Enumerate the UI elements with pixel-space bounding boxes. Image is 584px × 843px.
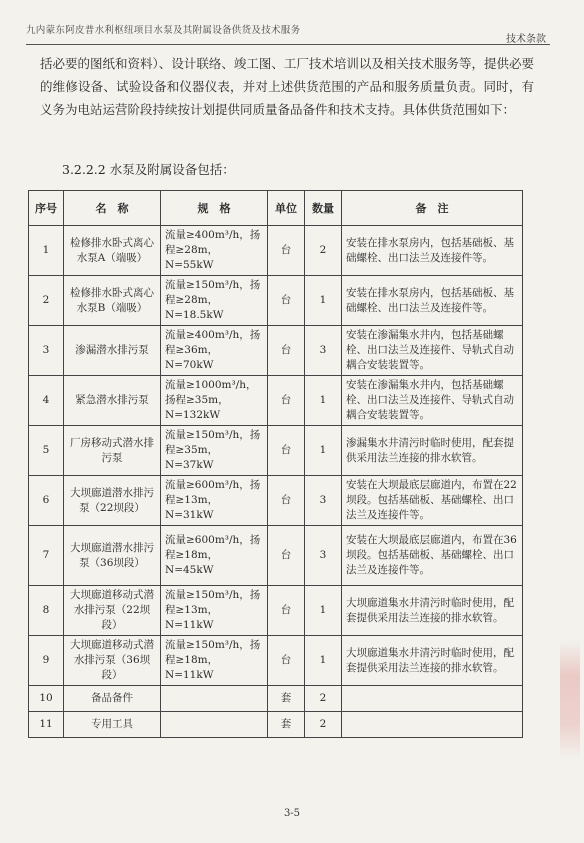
intro-text bbox=[40, 52, 534, 121]
row-unit: 台 bbox=[268, 226, 305, 276]
row-number: 4 bbox=[29, 376, 64, 426]
table-header-row bbox=[29, 191, 523, 226]
row-unit: 台 bbox=[268, 476, 305, 526]
row-number: 7 bbox=[29, 526, 64, 586]
page-number: 3-5 bbox=[283, 808, 301, 819]
row-number: 10 bbox=[29, 686, 64, 712]
header-name: 名 称 bbox=[64, 191, 161, 226]
table-row bbox=[29, 636, 523, 686]
row-spec: 流量≥400m³/h，扬程≥28m，N=55kW bbox=[161, 226, 268, 276]
equipment-table bbox=[28, 190, 523, 738]
row-note: 安装在渗漏集水井内，包括基础螺栓、出口法兰及连接件、导轨式自动耦合安装装置等。 bbox=[342, 376, 523, 426]
row-name: 紧急潜水排污泵 bbox=[64, 376, 161, 426]
row-note bbox=[342, 712, 523, 738]
row-unit: 台 bbox=[268, 276, 305, 326]
row-qty: 1 bbox=[305, 376, 342, 426]
row-name: 大坝廊道潜水排污泵（36坝段） bbox=[64, 526, 161, 586]
row-qty: 3 bbox=[305, 326, 342, 376]
table-row bbox=[29, 326, 523, 376]
row-name: 大坝廊道潜水排污泵（22坝段） bbox=[64, 476, 161, 526]
table-body bbox=[29, 226, 523, 738]
row-spec: 流量≥150m³/h，扬程≥28m，N=18.5kW bbox=[161, 276, 268, 326]
row-unit: 台 bbox=[268, 526, 305, 586]
row-name: 大坝廊道移动式潜水排污泵（22坝段） bbox=[64, 586, 161, 636]
row-name: 检修排水卧式离心水泵B（端吸） bbox=[64, 276, 161, 326]
table-row bbox=[29, 276, 523, 326]
table-row bbox=[29, 586, 523, 636]
table-row bbox=[29, 476, 523, 526]
row-number: 3 bbox=[29, 326, 64, 376]
row-note: 渗漏集水井清污时临时使用，配套提供采用法兰连接的排水软管。 bbox=[342, 426, 523, 476]
table-row bbox=[29, 686, 523, 712]
row-spec: 流量≥150m³/h，扬程≥18m，N=11kW bbox=[161, 636, 268, 686]
header-unit: 单位 bbox=[268, 191, 305, 226]
row-number: 11 bbox=[29, 712, 64, 738]
row-qty: 2 bbox=[305, 686, 342, 712]
row-qty: 3 bbox=[305, 526, 342, 586]
row-name: 厂房移动式潜水排污泵 bbox=[64, 426, 161, 476]
table-row bbox=[29, 376, 523, 426]
header-spec: 规 格 bbox=[161, 191, 268, 226]
row-qty: 2 bbox=[305, 712, 342, 738]
row-name: 专用工具 bbox=[64, 712, 161, 738]
table-row bbox=[29, 712, 523, 738]
row-name: 大坝廊道移动式潜水排污泵（36坝段） bbox=[64, 636, 161, 686]
row-spec: 流量≥150m³/h，扬程≥13m，N=11kW bbox=[161, 586, 268, 636]
header-divider bbox=[26, 44, 550, 45]
header-qty: 数量 bbox=[305, 191, 342, 226]
row-qty: 1 bbox=[305, 276, 342, 326]
header-note: 备 注 bbox=[342, 191, 523, 226]
row-number: 8 bbox=[29, 586, 64, 636]
row-number: 5 bbox=[29, 426, 64, 476]
row-note: 大坝廊道集水井清污时临时使用，配套提供采用法兰连接的排水软管。 bbox=[342, 586, 523, 636]
row-note: 安装在排水泵房内，包括基础板、基础螺栓、出口法兰及连接件等。 bbox=[342, 276, 523, 326]
intro-paragraph: 括必要的图纸和资料）、设计联络、竣工图、工厂技术培训以及相关技术服务等，提供必要的维修设备、试验设备和仪器仪表，并对上述供货范围的产品和服务质量负责。同时，有义务为电站运营阶段持续按计划提供同质量备品备件和技术支持。具体供货范围如下： bbox=[40, 56, 534, 117]
row-number: 1 bbox=[29, 226, 64, 276]
row-note: 安装在排水泵房内，包括基础板、基础螺栓、出口法兰及连接件等。 bbox=[342, 226, 523, 276]
running-header-section: 技术条款 bbox=[506, 34, 546, 45]
row-number: 9 bbox=[29, 636, 64, 686]
row-note bbox=[342, 686, 523, 712]
row-unit: 台 bbox=[268, 426, 305, 476]
row-qty: 2 bbox=[305, 226, 342, 276]
row-number: 2 bbox=[29, 276, 64, 326]
table-row bbox=[29, 526, 523, 586]
row-qty: 1 bbox=[305, 586, 342, 636]
row-number: 6 bbox=[29, 476, 64, 526]
row-unit: 台 bbox=[268, 376, 305, 426]
section-heading: 3.2.2.2 水泵及附属设备包括： bbox=[62, 162, 235, 177]
row-note: 安装在渗漏集水井内，包括基础螺栓、出口法兰及连接件、导轨式自动耦合安装装置等。 bbox=[342, 326, 523, 376]
row-note: 安装在大坝最底层廊道内，布置在22坝段。包括基础板、基础螺栓、出口法兰及连接件等。 bbox=[342, 476, 523, 526]
row-spec: 流量≥150m³/h，扬程≥35m，N=37kW bbox=[161, 426, 268, 476]
table-row bbox=[29, 226, 523, 276]
row-spec: 流量≥600m³/h，扬程≥18m，N=45kW bbox=[161, 526, 268, 586]
seal-stamp bbox=[560, 640, 580, 760]
row-unit: 台 bbox=[268, 326, 305, 376]
row-spec: 流量≥1000m³/h，扬程≥35m，N=132kW bbox=[161, 376, 268, 426]
row-name: 渗漏潜水排污泵 bbox=[64, 326, 161, 376]
row-qty: 1 bbox=[305, 636, 342, 686]
row-spec: 流量≥400m³/h，扬程≥36m，N=70kW bbox=[161, 326, 268, 376]
running-header-title: 九内蒙东阿皮普水利枢纽项目水泵及其附属设备供货及技术服务 bbox=[26, 25, 301, 36]
row-unit: 台 bbox=[268, 636, 305, 686]
row-name: 检修排水卧式离心水泵A（端吸） bbox=[64, 226, 161, 276]
row-spec bbox=[161, 712, 268, 738]
header-no: 序号 bbox=[29, 191, 64, 226]
row-note: 安装在大坝最底层廊道内，布置在36坝段。包括基础板、基础螺栓、出口法兰及连接件等。 bbox=[342, 526, 523, 586]
row-note: 大坝廊道集水井清污时临时使用，配套提供采用法兰连接的排水软管。 bbox=[342, 636, 523, 686]
row-name: 备品备件 bbox=[64, 686, 161, 712]
row-unit: 套 bbox=[268, 686, 305, 712]
row-spec: 流量≥600m³/h，扬程≥13m，N=31kW bbox=[161, 476, 268, 526]
row-qty: 1 bbox=[305, 426, 342, 476]
row-unit: 套 bbox=[268, 712, 305, 738]
table-row bbox=[29, 426, 523, 476]
row-unit: 台 bbox=[268, 586, 305, 636]
row-qty: 3 bbox=[305, 476, 342, 526]
row-spec bbox=[161, 686, 268, 712]
